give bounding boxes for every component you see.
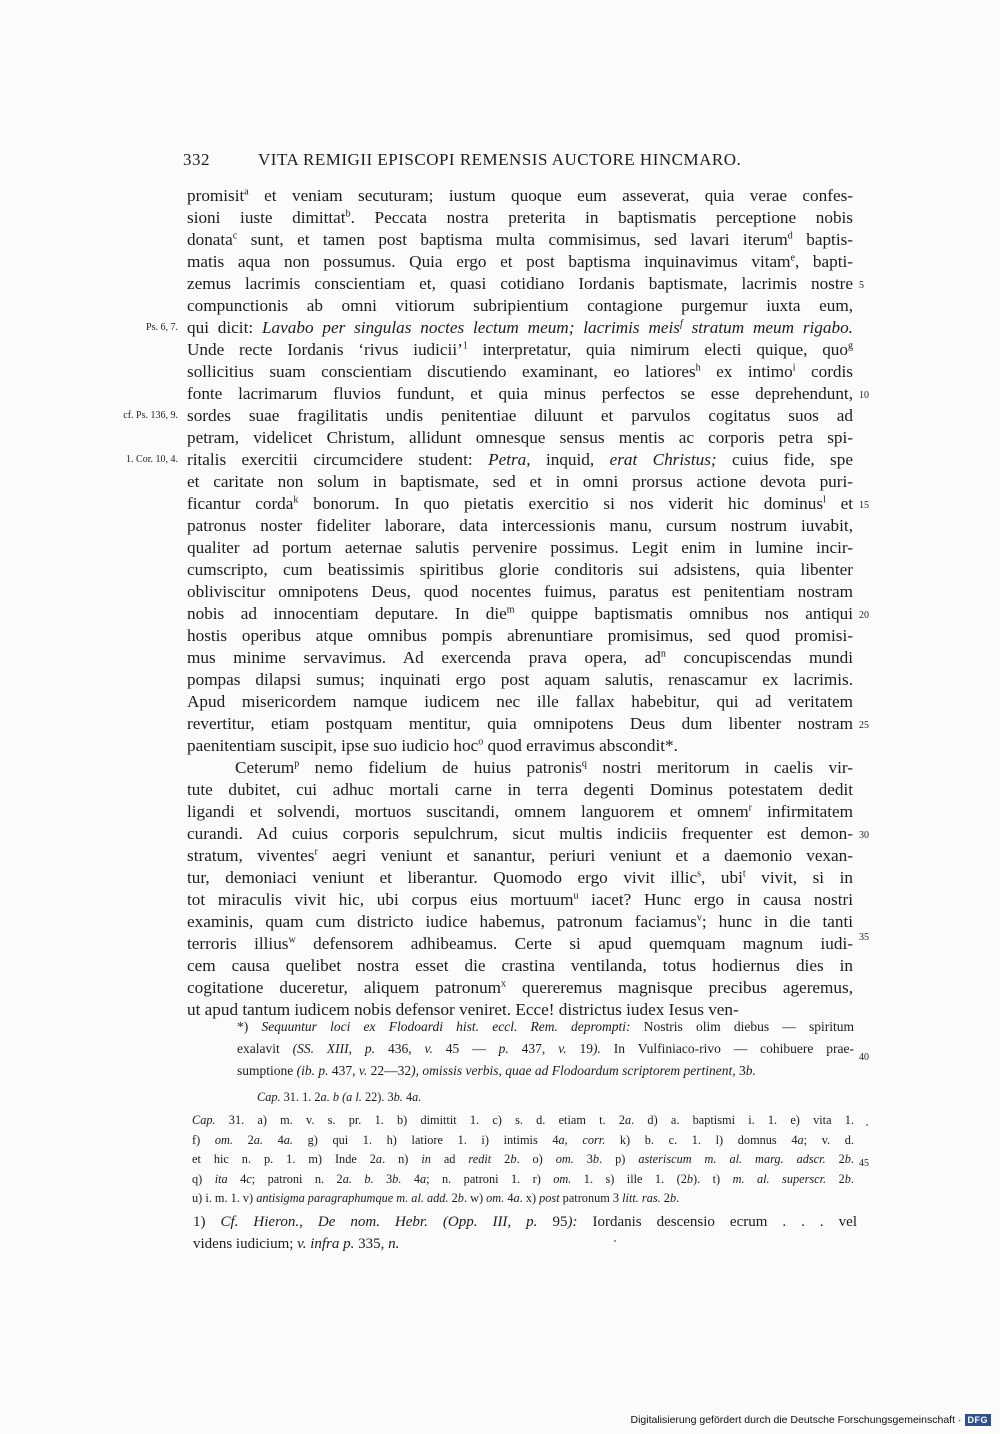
text-line: examinis, quam cum districto iudice habemus, patronum faciamus$^v$; hunc in die tanti xyxy=(187,912,853,931)
text-line: obliviscitur omnipotens Deus, quod nocentes fuimus, paratus est penitentiam nostram xyxy=(187,582,853,601)
text-line: fonte lacrimarum fluvios fundunt, et quia minus perfectos se esse deprehendunt, xyxy=(187,384,853,403)
line-number-40: 40 xyxy=(859,1052,869,1063)
note-line: videns iudicium; v. infra p. 335, n. xyxy=(193,1236,400,1252)
text-line: compunctionis ab omni vitiorum subripientium contagione purgemur iuxta eum, xyxy=(187,296,853,315)
line-number-35: 35 xyxy=(859,932,869,943)
text-line: Unde recte Iordanis ‘rivus iudicii’$^1$ interpretatur, quia nimirum electi quique, quo$^g$ xyxy=(187,340,853,359)
line-number-25: 25 xyxy=(859,720,869,731)
text-line: donata$^c$ sunt, et tamen post baptisma multa commisimus, sed lavari iterum$^d$ baptis- xyxy=(187,230,854,249)
line-number-10: 10 xyxy=(859,390,869,401)
note-line: 1) Cf. Hieron., De nom. Hebr. (Opp. III, p. 95): Iordanis descensio ecrum . . . vel xyxy=(193,1214,857,1230)
text-line: Apud misericordem namque iudicem nec ille fallax habebitur, qui ad veritatem xyxy=(187,692,853,711)
text-line: hostis operibus atque omnibus pompis abrenuntiare promisimus, sed quod promisi- xyxy=(187,626,853,645)
text-line: tur, demoniaci veniunt et liberantur. Quomodo ergo vivit illic$^s$, ubi$^t$ vivit, si in xyxy=(187,868,853,887)
text-line: qualiter ad portum aeternae salutis pervenire possimus. Legit enim in lumine incir- xyxy=(187,538,853,557)
note-line: et hic n. p. 1. m) Inde 2a. n) in ad redit 2b. o) om. 3b. p) asteriscum m. al. marg. adscr. 2b. xyxy=(192,1152,854,1166)
text-line: ligandi et solvendi, mortuos suscitandi, omnem languorem et omnem$^r$ infirmitatem xyxy=(187,802,853,821)
text-line: ritalis exercitii circumcidere student: Petra, inquid, erat Christus; cuius fide, spe xyxy=(187,450,853,469)
text-line: cem causa quelibet nostra esset die crastina ventilanda, totus hodiernus dies in xyxy=(187,956,853,975)
text-line: zemus lacrimis conscientiam et, quasi cotidiano Iordanis baptismate, lacrimis nostre xyxy=(187,274,853,293)
text-line: terroris illius$^w$ defensorem adhibeamus. Certe si apud quemquam magnum iudi- xyxy=(187,934,853,953)
line-number-20: 20 xyxy=(859,610,869,621)
text-line: paenitentiam suscipit, ipse suo iudicio hoc$^o$ quod erravimus abscondit*. xyxy=(187,736,678,755)
text-line: tot miraculis vivit hic, ubi corpus eius mortuum$^u$ iacet? Hunc ergo in causa nostri xyxy=(187,890,853,909)
note-line: exalavit (SS. XIII, p. 436, v. 45 — p. 437, v. 19). In Vulfiniaco-rivo — cohibuere prae- xyxy=(237,1041,855,1056)
note-line: sumptione (ib. p. 437, v. 22—32), omissis verbis, quae ad Flodoardum scriptorem pertinent, 3b. xyxy=(237,1063,756,1078)
margin-ref-1-cor-10-4: 1. Cor. 10, 4. xyxy=(126,454,178,465)
page-number: 332 xyxy=(183,150,210,169)
text-line: matis aqua non possumus. Quia ergo et post baptisma inquinavimus vitam$^e$, bapti- xyxy=(187,252,853,271)
text-line: sioni iuste dimittat$^b$. Peccata nostra preterita in baptismatis perceptione nobis xyxy=(187,208,853,227)
note-line: f) om. 2a. 4a. g) qui 1. h) latiore 1. i) intimis 4a, corr. k) b. c. 1. l) domnus 4a; v. d. xyxy=(192,1133,854,1147)
digitization-credit: Digitalisierung gefördert durch die Deutsche Forschungsgemeinschaft · DFG xyxy=(630,1414,991,1426)
margin-ref-ps-136-9: cf. Ps. 136, 9. xyxy=(123,410,178,421)
stray-mark xyxy=(866,1124,868,1126)
note-line: Cap. 31. 1. 2a. b (a l. 22). 3b. 4a. xyxy=(257,1090,422,1104)
note-line: q) ita 4c; patroni n. 2a. b. 3b. 4a; n. patroni 1. r) om. 1. s) ille 1. (2b). t) m. al. superscr. 2b. xyxy=(192,1172,854,1186)
credit-text: Digitalisierung gefördert durch die Deutsche Forschungsgemeinschaft xyxy=(630,1414,955,1426)
line-number-15: 15 xyxy=(859,500,869,511)
text-line: ut apud tantum iudicem nobis defensor veniret. Ecce! districtus iudex Iesus ven- xyxy=(187,1000,739,1019)
text-line: promisit$^a$ et veniam secuturam; iustum quoque eum asseverat, quia verae confes- xyxy=(187,186,853,205)
note-line: *) Sequuntur loci ex Flodoardi hist. eccl. Rem. deprompti: Nostris olim diebus — spiritum xyxy=(237,1019,854,1034)
dfg-logo: DFG xyxy=(965,1414,992,1426)
text-line: curandi. Ad cuius corporis sepulchrum, sicut multis indiciis frequenter est demon- xyxy=(187,824,853,843)
text-line: revertitur, etiam postquam mentitur, quia omnipotens Deus dum libenter nostram xyxy=(187,714,853,733)
text-line: cogitatione duceretur, aliquem patronum$^x$ quereremus magnisque precibus ageremus, xyxy=(187,978,853,997)
text-line: ficantur corda$^k$ bonorum. In quo pietatis exercitio si nos viderit hic dominus$^l$ et xyxy=(187,494,853,513)
text-line: mus minime servavimus. Ad exercenda prava opera, $ad^n$ concupiscendas mundi xyxy=(187,648,853,667)
text-line: sollicitius suam conscientiam discutiendo examinant, eo latiores$^h$ ex intimo$^i$ cordis xyxy=(187,362,853,381)
text-line: stratum, viventes$^r$ aegri veniunt et sanantur, periuri veniunt et a daemonio vexan- xyxy=(187,846,853,865)
text-line: pompas dilapsi sumus; inquinati ergo post aquam salutis, renascamur ex lacrimis. xyxy=(187,670,853,689)
stray-mark xyxy=(614,1240,616,1242)
note-line: u) i. m. 1. v) antisigma paragraphumque m. al. add. 2b. w) om. 4a. x) post patronum 3 litt. ras. 2b. xyxy=(192,1191,680,1205)
line-number-30: 30 xyxy=(859,830,869,841)
line-number-5: 5 xyxy=(859,280,864,291)
text-line: patronus noster fideliter laborare, data intercessionis manu, cursum nostrum iuvabit, xyxy=(187,516,853,535)
text-line: et caritate non solum in baptismate, sed et in omni prorsus actione devota puri- xyxy=(187,472,853,491)
running-head: VITA REMIGII EPISCOPI REMENSIS AUCTORE HINCMARO. xyxy=(258,150,742,169)
text-line: Ceterum$^p$ nemo fidelium de huius patronis$^q$ nostri meritorum in caelis vir- xyxy=(235,758,853,777)
margin-ref-ps-6-7: Ps. 6, 7. xyxy=(146,322,178,333)
text-line: sordes suae fragilitatis undis penitentiae diluunt et parvulos cogitatus suos ad xyxy=(187,406,853,425)
line-number-45: 45 xyxy=(859,1158,869,1169)
note-line: Cap. 31. a) m. v. s. pr. 1. b) dimittit 1. c) s. d. etiam t. 2a. d) a. baptismi i. 1. e) vita 1. xyxy=(192,1113,854,1127)
text-line: cumscripto, cum beatissimis spiritibus glorie conditoris sui adsistens, quia libenter xyxy=(187,560,853,579)
text-line: petram, videlicet Christum, allidunt omnesque sensus mentis ac corporis petra spi- xyxy=(187,428,853,447)
text-line: nobis ad innocentiam deputare. In die$^m$ quippe baptismatis omnibus nos antiqui xyxy=(187,604,853,623)
text-line: qui dicit: Lavabo per singulas noctes lectum meum; lacrimis meis$^f$ stratum meum rigabo. xyxy=(187,318,853,337)
text-line: tute dubitet, cui adhuc mortali carne in terra degenti Dominus potestatem dedit xyxy=(187,780,853,799)
